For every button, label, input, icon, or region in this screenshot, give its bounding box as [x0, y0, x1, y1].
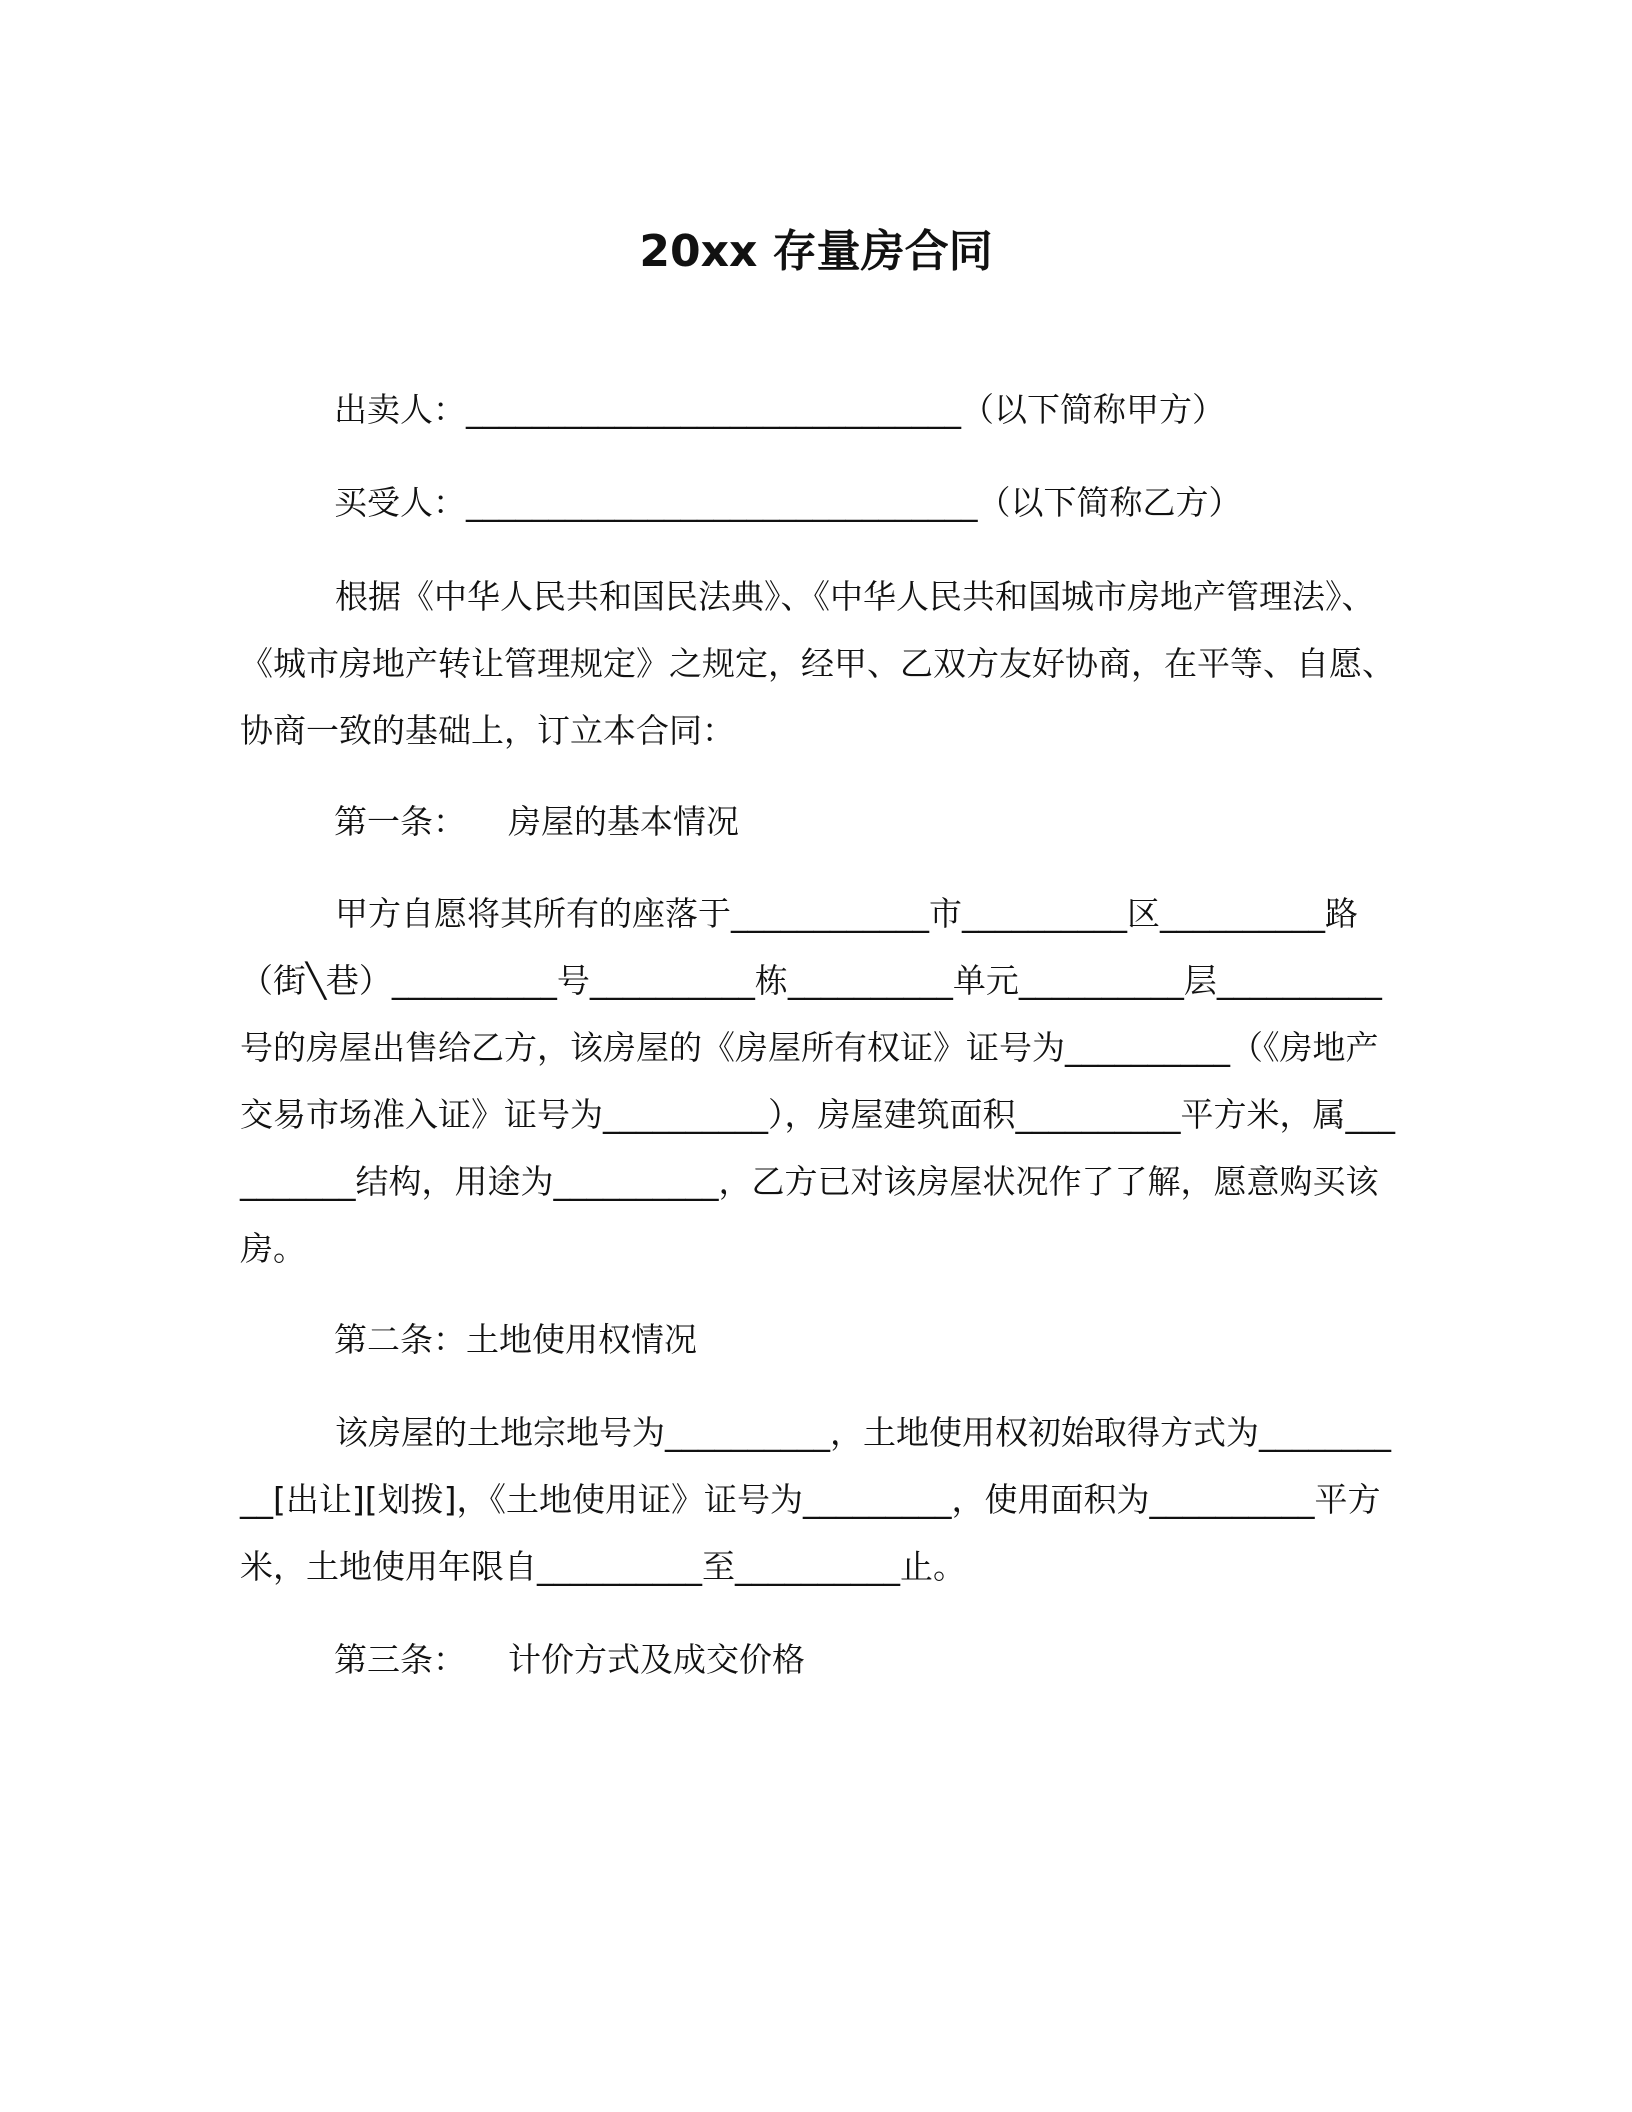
- preamble-paragraph: 根据《中华人民共和国民法典》、《中华人民共和国城市房地产管理法》、《城市房地产转让管理规定》之规定，经甲、乙双方友好协商，在平等、自愿、协商一致的基础上，订立本合同：: [240, 577, 1395, 750]
- article-2-heading: 第二条：土地使用权情况: [334, 1320, 697, 1359]
- article-3-heading: 第三条： 计价方式及成交价格: [334, 1640, 805, 1679]
- article-2-body: 该房屋的土地宗地号为__________，土地使用权初始取得方式为__________[出让][划拨]，《土地使用证》证号为_________，使用面积为__________平方米，土地使用年限自__________至__________止。: [240, 1413, 1391, 1586]
- buyer-line: 买受人：_______________________________（以下简称乙方）: [334, 483, 1242, 522]
- document-title: 20xx 存量房合同: [639, 226, 993, 277]
- article-1-heading: 第一条： 房屋的基本情况: [334, 802, 739, 841]
- article-1-body: 甲方自愿将其所有的座落于____________市__________区__________路（街╲巷）__________号__________栋__________单元__________层__________号的房屋出售给乙方，该房屋的《房屋所有权证》证号为__________（《房地产交易市场准入证》证号为__________），房屋建筑面积__________平方米，属__________结构，用途为__________，乙方已对该房屋状况作了了解，愿意购买该房。: [240, 894, 1395, 1268]
- seller-line: 出卖人：______________________________（以下简称甲方）: [334, 390, 1225, 429]
